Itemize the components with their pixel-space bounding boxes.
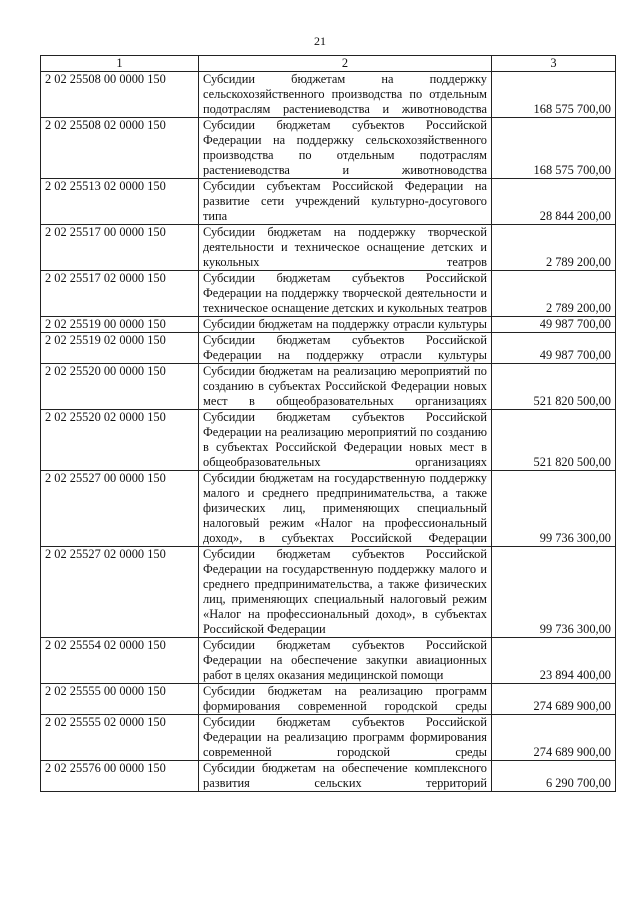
row-amount: 23 894 400,00 (492, 638, 616, 684)
table-row (41, 638, 616, 684)
row-amount: 99 736 300,00 (492, 471, 616, 547)
column-header-description: 2 (199, 56, 492, 72)
row-description: Субсидии бюджетам субъектов Российской Федерации на поддержку творческой деятельности и техническое оснащение детских и кукольных театров (199, 271, 492, 317)
table-row (41, 547, 616, 638)
row-amount: 99 736 300,00 (492, 547, 616, 638)
row-description: Субсидии субъектам Российской Федерации на развитие сети учреждений культурно-досугового типа (199, 179, 492, 225)
table-row (41, 364, 616, 410)
budget-table (40, 55, 616, 792)
table-row (41, 271, 616, 317)
row-code: 2 02 25508 00 0000 150 (41, 72, 199, 118)
table-row (41, 333, 616, 364)
table-row (41, 118, 616, 179)
row-amount: 168 575 700,00 (492, 118, 616, 179)
table-row (41, 761, 616, 792)
row-code: 2 02 25520 02 0000 150 (41, 410, 199, 471)
row-code: 2 02 25519 00 0000 150 (41, 317, 199, 333)
row-code: 2 02 25517 02 0000 150 (41, 271, 199, 317)
table-row (41, 684, 616, 715)
row-amount: 274 689 900,00 (492, 684, 616, 715)
row-code: 2 02 25554 02 0000 150 (41, 638, 199, 684)
table-row (41, 471, 616, 547)
row-amount: 49 987 700,00 (492, 317, 616, 333)
table-row (41, 179, 616, 225)
row-description: Субсидии бюджетам на поддержку творческой деятельности и техническое оснащение детских и кукольных театров (199, 225, 492, 271)
row-description: Субсидии бюджетам на поддержку отрасли культуры (199, 317, 492, 333)
row-code: 2 02 25508 02 0000 150 (41, 118, 199, 179)
table-row (41, 225, 616, 271)
row-description: Субсидии бюджетам субъектов Российской Федерации на реализацию мероприятий по созданию в субъектах Российской Федерации новых мест в общеобразовательных организациях (199, 410, 492, 471)
row-code: 2 02 25527 02 0000 150 (41, 547, 199, 638)
row-amount: 274 689 900,00 (492, 715, 616, 761)
row-description: Субсидии бюджетам субъектов Российской Федерации на поддержку отрасли культуры (199, 333, 492, 364)
page-number: 21 (314, 34, 326, 48)
row-code: 2 02 25520 00 0000 150 (41, 364, 199, 410)
table-row (41, 317, 616, 333)
row-code: 2 02 25527 00 0000 150 (41, 471, 199, 547)
row-code: 2 02 25517 00 0000 150 (41, 225, 199, 271)
table-row (41, 410, 616, 471)
table-header-row (41, 56, 616, 72)
row-amount: 2 789 200,00 (492, 225, 616, 271)
row-description: Субсидии бюджетам на реализацию программ формирования современной городской среды (199, 684, 492, 715)
table-row (41, 715, 616, 761)
row-amount: 521 820 500,00 (492, 410, 616, 471)
row-code: 2 02 25555 00 0000 150 (41, 684, 199, 715)
row-description: Субсидии бюджетам субъектов Российской Федерации на реализацию программ формирования современной городской среды (199, 715, 492, 761)
row-description: Субсидии бюджетам на реализацию мероприятий по созданию в субъектах Российской Федерации новых мест в общеобразовательных организациях (199, 364, 492, 410)
row-amount: 49 987 700,00 (492, 333, 616, 364)
row-code: 2 02 25576 00 0000 150 (41, 761, 199, 792)
row-code: 2 02 25519 02 0000 150 (41, 333, 199, 364)
row-description: Субсидии бюджетам субъектов Российской Федерации на поддержку сельскохозяйственного производства по отдельным подотраслям растениеводства и животноводства (199, 118, 492, 179)
column-header-code: 1 (41, 56, 199, 72)
row-description: Субсидии бюджетам на обеспечение комплексного развития сельских территорий (199, 761, 492, 792)
row-description: Субсидии бюджетам на государственную поддержку малого и среднего предпринимательства, а также физических лиц, применяющих специальный налоговый режим «Налог на профессиональный доход», в субъектах Российской Федерации (199, 471, 492, 547)
row-description: Субсидии бюджетам на поддержку сельскохозяйственного производства по отдельным подотраслям растениеводства и животноводства (199, 72, 492, 118)
column-header-amount: 3 (492, 56, 616, 72)
row-code: 2 02 25513 02 0000 150 (41, 179, 199, 225)
table-row (41, 72, 616, 118)
row-amount: 521 820 500,00 (492, 364, 616, 410)
row-description: Субсидии бюджетам субъектов Российской Федерации на обеспечение закупки авиационных работ в целях оказания медицинской помощи (199, 638, 492, 684)
row-description: Субсидии бюджетам субъектов Российской Федерации на государственную поддержку малого и среднего предпринимательства, а также физических лиц, применяющих специальный налоговый режим «Налог на профессиональный доход», в субъектах Российской Федерации (199, 547, 492, 638)
row-code: 2 02 25555 02 0000 150 (41, 715, 199, 761)
row-amount: 6 290 700,00 (492, 761, 616, 792)
row-amount: 2 789 200,00 (492, 271, 616, 317)
row-amount: 28 844 200,00 (492, 179, 616, 225)
row-amount: 168 575 700,00 (492, 72, 616, 118)
